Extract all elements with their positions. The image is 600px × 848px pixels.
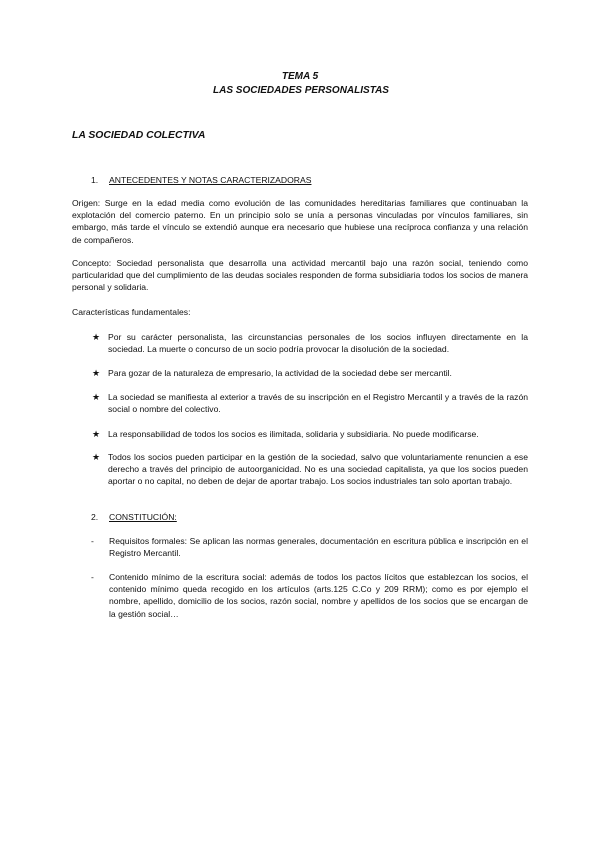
dash-marker: -: [91, 572, 94, 582]
list-item-text: Para gozar de la naturaleza de empresario, la actividad de la sociedad debe ser mercantil.: [108, 368, 452, 378]
list-item-text: La sociedad se manifiesta al exterior a través de su inscripción en el Registro Mercantil y a través de la razón social o nombre del colectivo.: [108, 392, 528, 415]
star-icon: ★: [92, 332, 101, 342]
star-icon: ★: [92, 368, 101, 378]
numbered-heading-2: [91, 511, 177, 523]
list-item: [92, 331, 528, 355]
bullet-list: [92, 391, 528, 415]
document-title: [0, 70, 600, 98]
bullet-list: [92, 367, 528, 379]
paragraph-caracteristicas: Características fundamentales:: [72, 307, 191, 317]
numbered-heading-1: [91, 174, 311, 186]
bullet-list: [92, 451, 528, 488]
heading-text: ANTECEDENTES Y NOTAS CARACTERIZADORAS: [109, 175, 312, 185]
list-item: [92, 391, 528, 415]
star-icon: ★: [92, 452, 101, 462]
title-line-1: TEMA 5: [281, 71, 319, 82]
heading-number: 2.: [91, 512, 99, 522]
list-item-text: La responsabilidad de todos los socios es ilimitada, solidaria y subsidiaria. No puede modificarse.: [108, 429, 479, 439]
dash-list-item: [91, 571, 528, 620]
paragraph-origen: Origen: Surge en la edad media como evolución de las comunidades hereditarias familiares que continuaban la explotación del comercio paterno. En un principio solo se unía a personas vinculadas por vínculos familiares, sin embargo, más tarde el vínculo se extendió aunque era necesario que hubiese una recíproca confianza y una relación de compañeros.: [72, 198, 528, 245]
dash-list-item: [91, 535, 528, 559]
paragraph-concepto: Concepto: Sociedad personalista que desarrolla una actividad mercantil bajo una razón social, teniendo como particularidad que del cumplimiento de las deudas sociales responden de forma subsidiaria todos los socios de manera personal y solidaria.: [72, 258, 528, 293]
dash-marker: -: [91, 536, 94, 546]
list-item: [92, 428, 528, 440]
bullet-list: [92, 331, 528, 355]
dash-item-text: Contenido mínimo de la escritura social: además de todos los pactos lícitos que establezcan los socios, el contenido mínimo queda recogido en los artículos (arts.125 C.Co y 209 RRM); como es por ejemplo el nombre, apellido, domicilio de los socios, razón social, nombre y apellidos de los socios que se encargan de la gestión social…: [109, 572, 528, 619]
title-line-2: LAS SOCIEDADES PERSONALISTAS: [213, 85, 389, 96]
heading-text: CONSTITUCIÓN:: [109, 512, 177, 522]
list-item-text: Todos los socios pueden participar en la gestión de la sociedad, salvo que voluntariamente renuncien a ese derecho a través del principio de autoorganicidad. No es una sociedad capitalista, ya que los socios pueden aportar o no capital, no deben de dejar de aportar trabajo. Los socios industriales tan solo aportan trabajo.: [108, 452, 528, 487]
heading-number: 1.: [91, 175, 99, 185]
list-item: [92, 451, 528, 488]
dash-item-text: Requisitos formales: Se aplican las normas generales, documentación en escritura pública e inscripción en el Registro Mercantil.: [109, 536, 528, 559]
star-icon: ★: [92, 392, 101, 402]
bullet-list: [92, 428, 528, 440]
list-item-text: Por su carácter personalista, las circunstancias personales de los socios influyen directamente en la sociedad. La muerte o concurso de un socio podría provocar la disolución de la sociedad.: [108, 332, 528, 355]
star-icon: ★: [92, 429, 101, 439]
section-heading: LA SOCIEDAD COLECTIVA: [72, 130, 206, 141]
list-item: [92, 367, 528, 379]
